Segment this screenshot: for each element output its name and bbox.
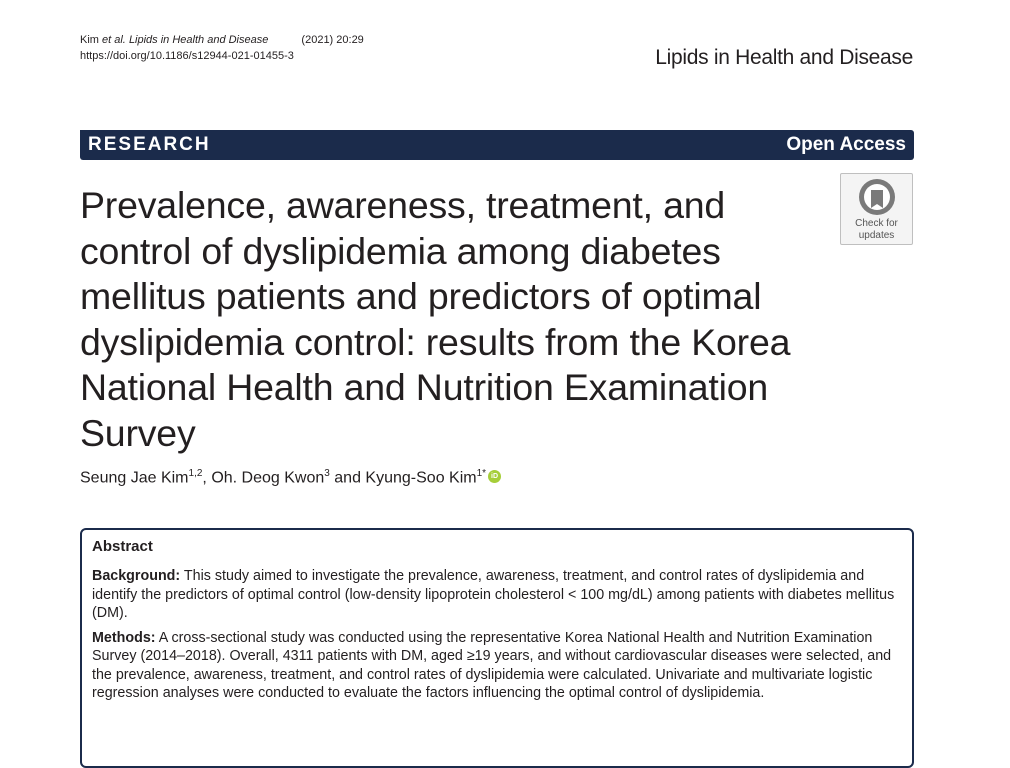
citation-header: [80, 32, 364, 64]
citation-authors: Kim: [80, 34, 99, 46]
author-name[interactable]: Kyung-Soo Kim: [365, 469, 477, 487]
article-type-banner: [80, 130, 914, 160]
citation-etal: et al.: [102, 34, 126, 46]
citation-year: (2021) 20:29: [301, 34, 364, 46]
author-list: [80, 468, 501, 487]
journal-name: Lipids in Health and Disease: [655, 46, 913, 69]
section-text: This study aimed to investigate the prevalence, awareness, treatment, and control rates of dyslipidemia and identify the predictors of optimal control (low-density lipoprotein cholesterol < 100 mg/dL) among patients with diabetes mellitus (DM).: [92, 568, 895, 621]
check-updates-label-2: updates: [858, 230, 895, 241]
open-access-label: Open Access: [786, 134, 906, 155]
abstract-methods: [92, 629, 902, 703]
orcid-icon[interactable]: [488, 470, 501, 483]
abstract-box: [80, 528, 914, 768]
author-affiliation: 3: [324, 468, 330, 479]
author-name[interactable]: Seung Jae Kim: [80, 469, 189, 487]
abstract-background: [92, 567, 902, 623]
citation-journal: Lipids in Health and Disease: [128, 34, 269, 46]
author-affiliation: 1,2: [188, 468, 203, 479]
check-updates-icon: [855, 177, 899, 217]
author-separator: ,: [202, 469, 212, 487]
section-label: Background:: [92, 568, 181, 584]
section-label: Methods:: [92, 629, 156, 646]
doi-link[interactable]: https://doi.org/10.1186/s12944-021-01455-3: [80, 50, 294, 62]
author-affiliation: 1*: [476, 468, 487, 479]
author-name[interactable]: Oh. Deog Kwon: [211, 469, 325, 487]
abstract-heading: Abstract: [92, 538, 153, 555]
author-separator: and: [329, 469, 366, 487]
citation-line: [80, 32, 364, 48]
section-text: A cross-sectional study was conducted using the representative Korea National Health and Nutrition Examination Survey (2014–2018). Overall, 4311 patients with DM, aged ≥19 years, and without cardiovascular diseases were selected, and the prevalence, awareness, treatment, and control rates of dyslipidemia were calculated. Univariate and multivariate logistic regression analyses were conducted to evaluate the factors influencing the optimal control of dyslipidemia.: [92, 629, 892, 701]
article-title: Prevalence, awareness, treatment, and control of dyslipidemia among diabetes mellitus patients and predictors of optimal dyslipidemia control: results from the Korea National Health and Nutrition Examination Survey: [80, 184, 791, 454]
check-updates-label-1: Check for: [855, 218, 898, 229]
check-for-updates-button[interactable]: [840, 173, 913, 245]
article-type: RESEARCH: [88, 134, 211, 155]
